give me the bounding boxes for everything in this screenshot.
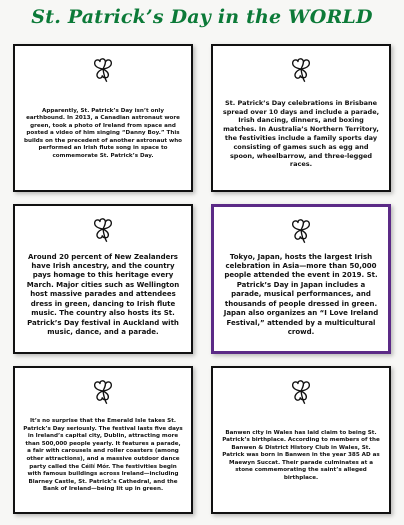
- card-astronaut: [13, 44, 193, 192]
- shamrock-icon: [88, 214, 118, 244]
- card-text: St. Patrick’s Day celebrations in Brisbane spread over 10 days and include a parade, Irish dancing, dinners, and boxing matches. In Australia’s Northern Territory, the festivities include a family sports day consisting of games such as egg and spoon, wheelbarrow, and three-legged races.: [222, 98, 380, 169]
- card-wales: [211, 366, 391, 514]
- card-text: Tokyo, Japan, hosts the largest Irish celebration in Asia—more than 50,000 people attended the event in 2019. St. Patrick’s Day in Japan includes a parade, musical performances, and thousands of people dressed in green. Japan also organizes an “I Love Ireland Festival,” attended by a multicultural crowd.: [223, 252, 379, 337]
- shamrock-icon: [88, 54, 118, 84]
- card-text: Around 20 percent of New Zealanders have Irish ancestry, and the country pays homage to this heritage every March. Major cities such as Wellington host massive parades and attendees dress in green, dancing to Irish flute music. The country also hosts its St. Patrick’s Day festival in Auckland with music, dance, and a parade.: [26, 252, 180, 337]
- card-text: Apparently, St. Patrick’s Day isn’t only earthbound. In 2013, a Canadian astronaut wore green, took a photo of Ireland from space and posted a video of him singing “Danny Boy.” This builds on the precedent of another astronaut who performed an Irish flute song in space to commemorate St. Patrick’s Day.: [23, 107, 183, 159]
- card-japan: [211, 204, 391, 354]
- cards-grid: [13, 44, 391, 518]
- card-ireland: [13, 366, 193, 514]
- page-title: St. Patrick’s Day in the WORLD: [31, 6, 373, 28]
- card-new-zealand: [13, 204, 193, 354]
- shamrock-icon: [286, 376, 316, 406]
- card-text: It’s no surprise that the Emerald Isle takes St. Patrick’s Day seriously. The festival lasts five days in Ireland’s capital city, Dublin, attracting more than 500,000 people yearly. It features a parade, a fair with carousels and roller coasters (among other attractions), and a massive outdoor dance party called the Céilí Mór. The festivities begin with famous buildings across Ireland—including Blarney Castle, St. Patrick’s Cathedral, and the Bank of Ireland—being lit up in green.: [23, 418, 183, 493]
- card-text: Banwen city in Wales has laid claim to being St. Patrick’s birthplace. According to members of the Banwen & District History Club in Wales, St. Patrick was born in Banwen in the year 385 AD as Maewyn Succat. Their parade culminates at a stone commemorating the saint’s alleged birthplace.: [222, 429, 380, 481]
- shamrock-icon: [286, 54, 316, 84]
- card-brisbane: [211, 44, 391, 192]
- shamrock-icon: [286, 215, 316, 245]
- shamrock-icon: [88, 376, 118, 406]
